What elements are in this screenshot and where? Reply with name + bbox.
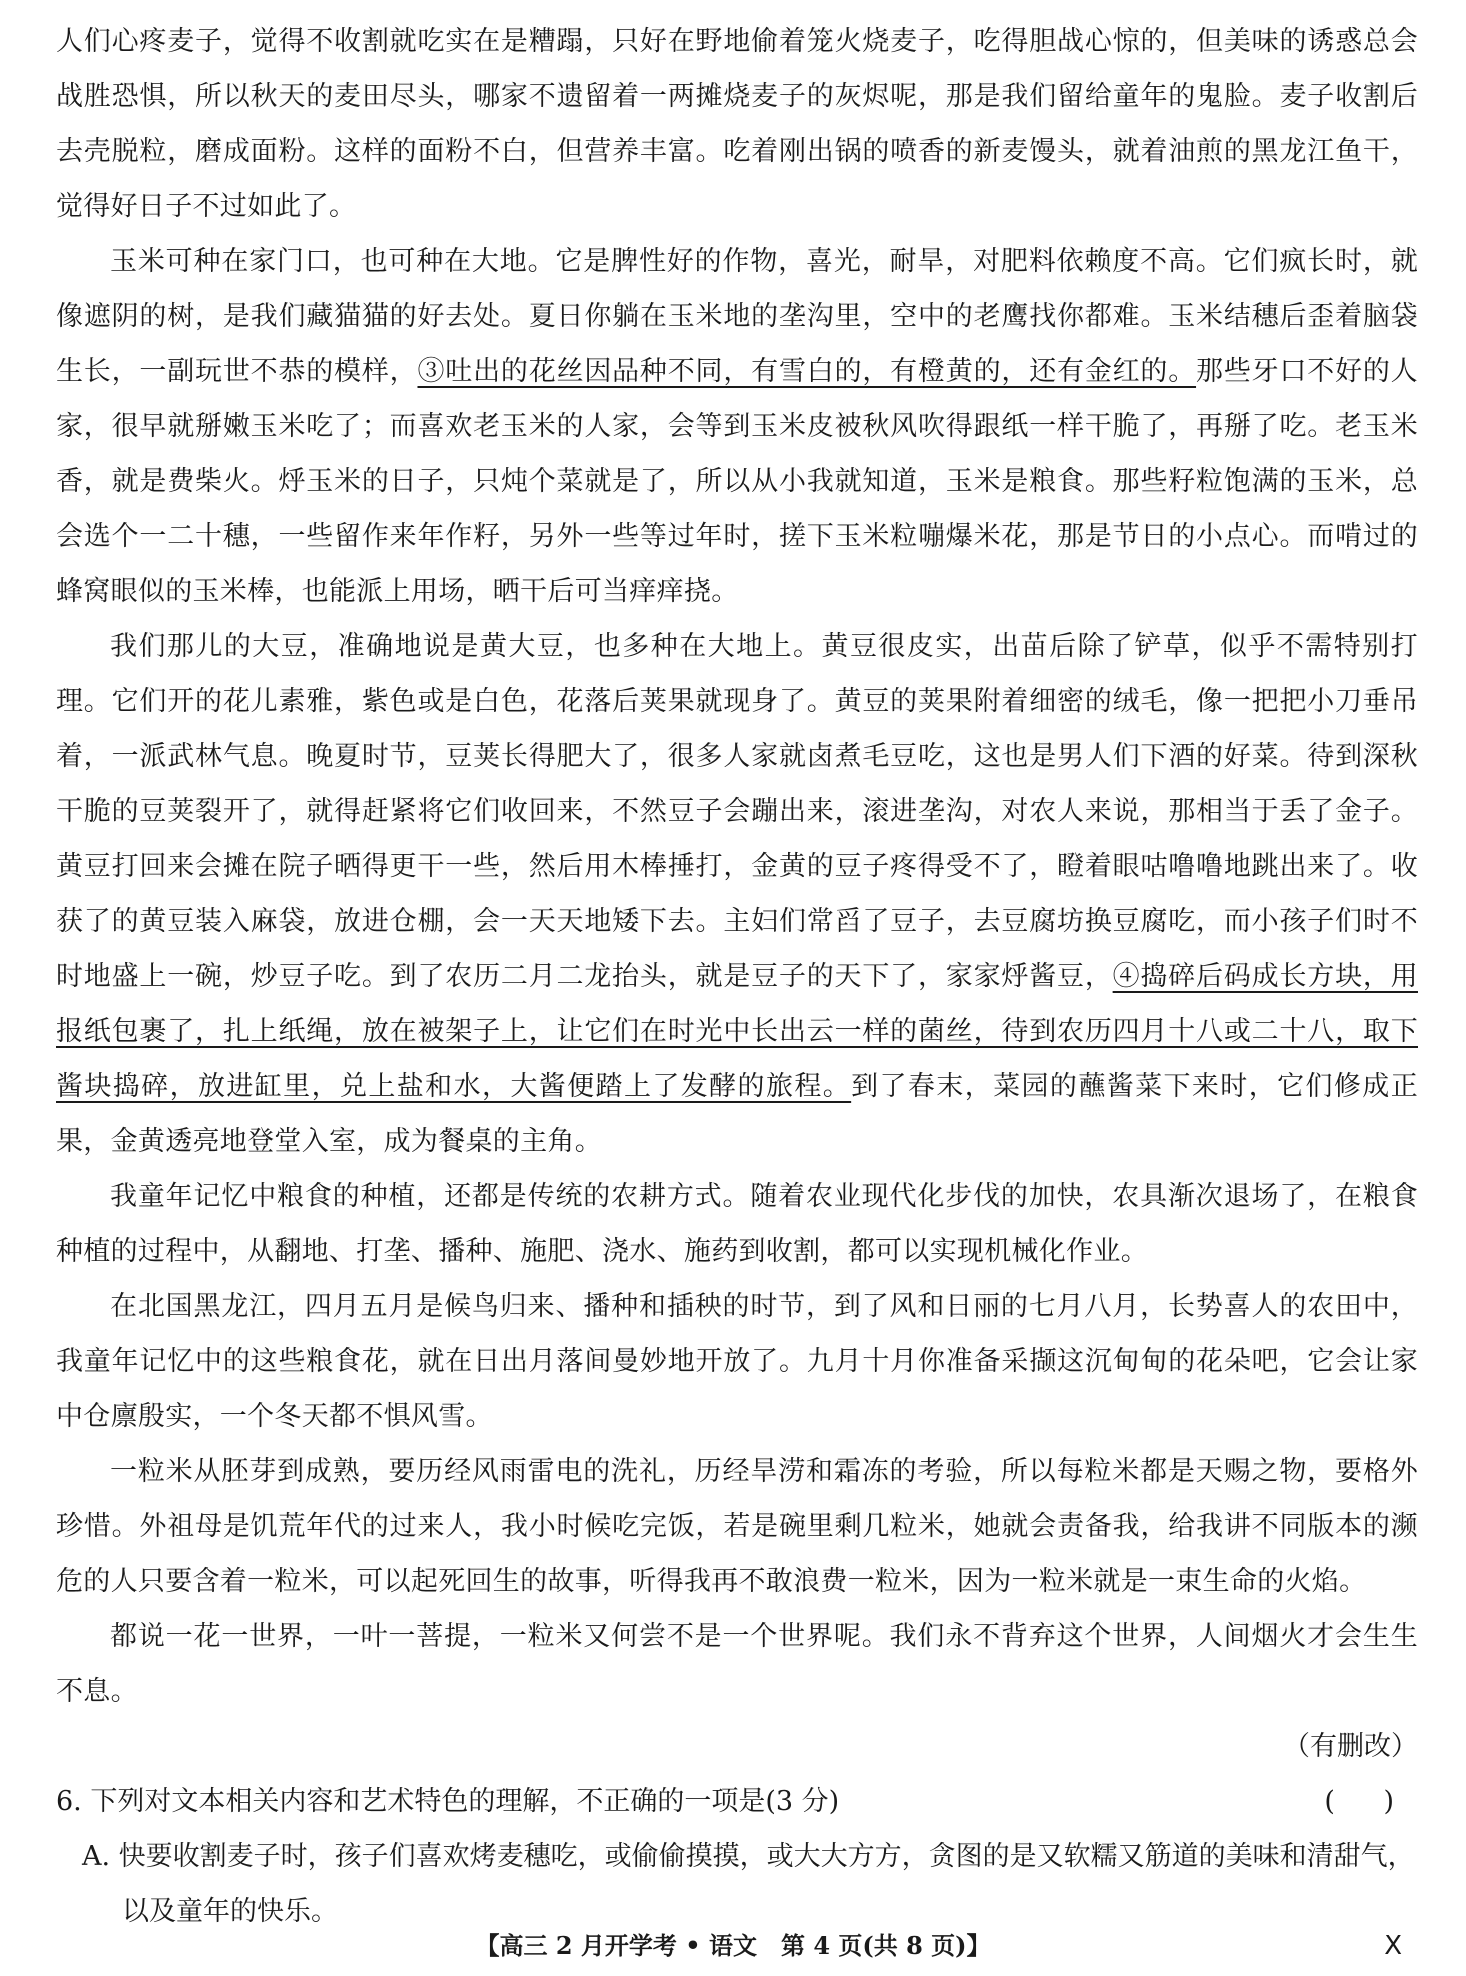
option-a-line1: A. 快要收割麦子时，孩子们喜欢烤麦穗吃，或偷偷摸摸，或大大方方，贪图的是又软糯又筋道的美味和清甜气， (82, 1841, 1415, 1872)
paragraph-world (56, 1609, 1418, 1719)
underlined-sentence-4: ④捣碎后码成长方块，用报纸包裹了，扎上纸绳，放在被架子上，让它们在时光中长出云一样的菌丝，待到农历四月十八或二十八，取下酱块捣碎，放进缸里，兑上盐和水，大酱便踏上了发酵的旅程。 (56, 961, 1418, 1102)
paragraph-text: 那些牙口不好的人家，很早就掰嫩玉米吃了；而喜欢老玉米的人家，会等到玉米皮被秋风吹得跟纸一样干脆了，再掰了吃。老玉米香，就是费柴火。烀玉米的日子，只炖个菜就是了，所以从小我就知道，玉米是粮食。那些籽粒饱满的玉米，总会选个一二十穗，一些留作来年作籽，另外一些等过年时，搓下玉米粒嘣爆米花，那是节日的小点心。而啃过的蜂窝眼似的玉米棒，也能派上用场，晒干后可当痒痒挠。 (56, 356, 1418, 607)
paragraph-text: 我们那儿的大豆，准确地说是黄大豆，也多种在大地上。黄豆很皮实，出苗后除了铲草，似乎不需特别打理。它们开的花儿素雅，紫色或是白色，花落后荚果就现身了。黄豆的荚果附着细密的绒毛，像一把把小刀垂吊着，一派武林气息。晚夏时节，豆荚长得肥大了，很多人家就卤煮毛豆吃，这也是男人们下酒的好菜。待到深秋干脆的豆荚裂开了，就得赶紧将它们收回来，不然豆子会蹦出来，滚进垄沟，对农人来说，那相当于丢了金子。黄豆打回来会摊在院子晒得更干一些，然后用木棒捶打，金黄的豆子疼得受不了，瞪着眼咕噜噜地跳出来了。收获了的黄豆装入麻袋，放进仓棚，会一天天地矮下去。主妇们常舀了豆子，去豆腐坊换豆腐吃，而小孩子们时不时地盛上一碗，炒豆子吃。到了农历二月二龙抬头，就是豆子的天下了，家家烀酱豆， (56, 631, 1418, 992)
paragraph-corn (56, 234, 1418, 619)
footer-page-info: 【高三 2 月开学考 • 语文 第 4 页(共 8 页)】 (475, 1931, 991, 1960)
option-a-line2: 以及童年的快乐。 (122, 1896, 338, 1927)
paragraph-heilongjiang (56, 1279, 1418, 1444)
question-6 (56, 1774, 1418, 1829)
paragraph-text: 我童年记忆中粮食的种植，还都是传统的农耕方式。随着农业现代化步伐的加快，农具渐次退场了，在粮食种植的过程中，从翻地、打垄、播种、施肥、浇水、施药到收割，都可以实现机械化作业。 (56, 1181, 1418, 1267)
footer-mark: X (1384, 1931, 1402, 1961)
paragraph-rice (56, 1444, 1418, 1609)
question-stem: 6. 下列对文本相关内容和艺术特色的理解，不正确的一项是(3 分) (56, 1786, 840, 1817)
paragraph-text: 人们心疼麦子，觉得不收割就吃实在是糟蹋，只好在野地偷着笼火烧麦子，吃得胆战心惊的，但美味的诱惑总会战胜恐惧，所以秋天的麦田尽头，哪家不遗留着一两摊烧麦子的灰烬呢，那是我们留给童年的鬼脸。麦子收割后去壳脱粒，磨成面粉。这样的面粉不白，但营养丰富。吃着刚出锅的喷香的新麦馒头，就着油煎的黑龙江鱼干，觉得好日子不过如此了。 (56, 26, 1418, 222)
paragraph-text: 在北国黑龙江，四月五月是候鸟归来、播种和插秧的时节，到了风和日丽的七月八月，长势喜人的农田中，我童年记忆中的这些粮食花，就在日出月落间曼妙地开放了。九月十月你准备采撷这沉甸甸的花朵吧，它会让家中仓廪殷实，一个冬天都不惧风雪。 (56, 1291, 1418, 1432)
paragraph-farming (56, 1169, 1418, 1279)
paragraph-text: 玉米可种在家门口，也可种在大地。它是脾性好的作物，喜光，耐旱，对肥料依赖度不高。它们疯长时，就像遮阴的树，是我们藏猫猫的好去处。夏日你躺在玉米地的垄沟里，空中的老鹰找你都难。玉米结穗后歪着脑袋生长，一副玩世不恭的模样， (56, 246, 1418, 387)
option-a (56, 1829, 1418, 1939)
paragraph-wheat (56, 14, 1418, 234)
answer-blank: ( ) (1324, 1786, 1414, 1817)
underlined-sentence-3: ③吐出的花丝因品种不同，有雪白的，有橙黄的，还有金红的。 (417, 356, 1197, 387)
source-note: （有删改） (1283, 1731, 1418, 1762)
page-footer (0, 1926, 1466, 1966)
paragraph-text: 都说一花一世界，一叶一菩提，一粒米又何尝不是一个世界呢。我们永不背弃这个世界，人间烟火才会生生不息。 (56, 1621, 1418, 1707)
paragraph-soybean (56, 619, 1418, 1169)
paragraph-text: 一粒米从胚芽到成熟，要历经风雨雷电的洗礼，历经旱涝和霜冻的考验，所以每粒米都是天赐之物，要格外珍惜。外祖母是饥荒年代的过来人，我小时候吃完饭，若是碗里剩几粒米，她就会责备我，给我讲不同版本的濒危的人只要含着一粒米，可以起死回生的故事，听得我再不敢浪费一粒米，因为一粒米就是一束生命的火焰。 (56, 1456, 1418, 1597)
document-page (56, 14, 1418, 1939)
paragraph-text: 到了春末，菜园的蘸酱菜下来时，它们修成正果，金黄透亮地登堂入室，成为餐桌的主角。 (56, 1071, 1418, 1157)
